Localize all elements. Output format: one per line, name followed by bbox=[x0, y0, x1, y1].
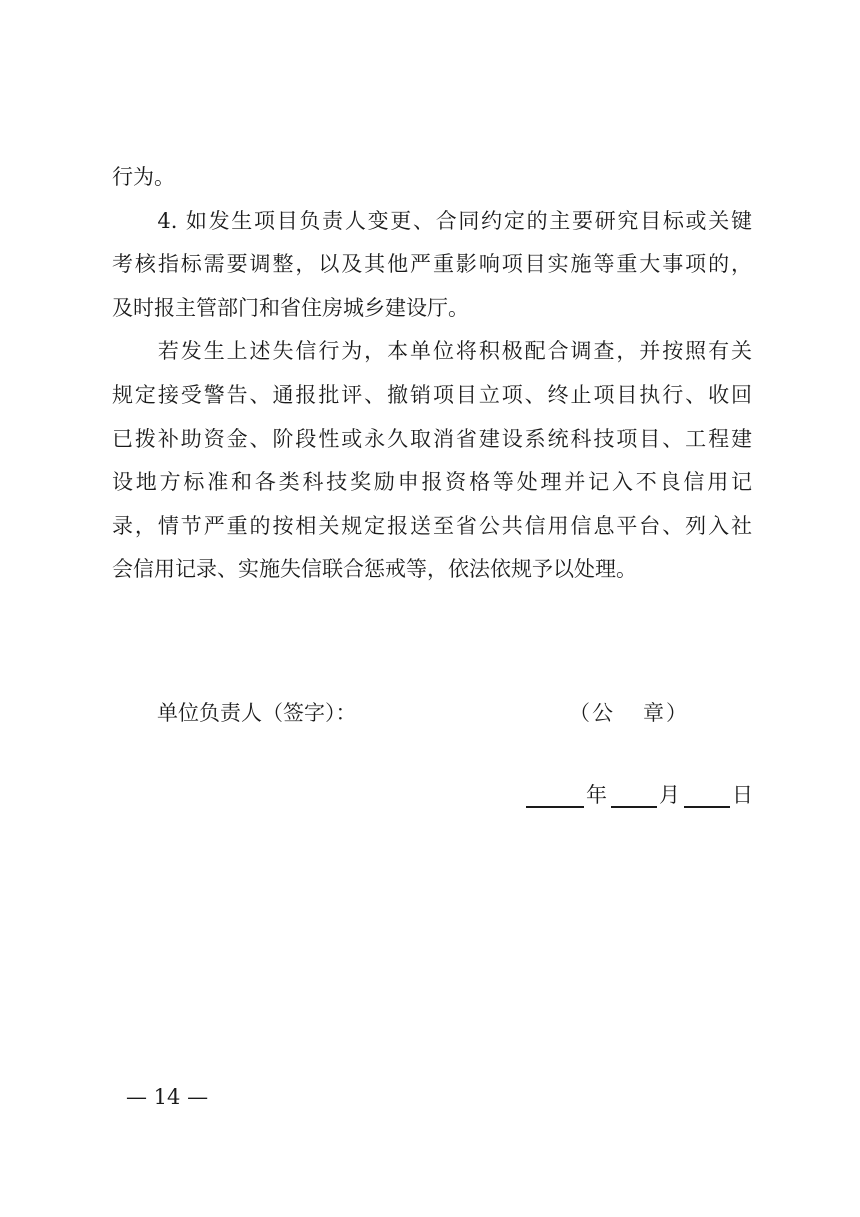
day-label: 日 bbox=[732, 783, 753, 807]
official-seal-label bbox=[569, 696, 689, 730]
text-line: 录，情节严重的按相关规定报送至省公共信用信息平台、列入社 bbox=[112, 513, 752, 538]
text-line: 规定接受警告、通报批评、撤销项目立项、终止项目执行、收回 bbox=[112, 382, 752, 407]
page-number: — 14 — bbox=[126, 1085, 209, 1109]
year-label: 年 bbox=[586, 783, 607, 807]
text-line: 考核指标需要调整，以及其他严重影响项目实施等重大事项的， bbox=[112, 252, 752, 277]
text-line: 行为。 bbox=[112, 165, 175, 189]
text-line: 设地方标准和各类科技奖励申报资格等处理并记入不良信用记 bbox=[112, 470, 752, 495]
text-line: 4. 如发生项目负责人变更、合同约定的主要研究目标或关键 bbox=[112, 208, 752, 233]
month-label: 月 bbox=[659, 783, 680, 807]
responsible-signature-label: 单位负责人（签字）： bbox=[157, 701, 357, 725]
seal-close-text: 章） bbox=[643, 701, 689, 725]
text-line: 若发生上述失信行为，本单位将积极配合调查，并按照有关 bbox=[112, 339, 752, 364]
year-blank bbox=[526, 780, 584, 808]
seal-open-text: （公 bbox=[569, 701, 615, 725]
text-line: 会信用记录、实施失信联合惩戒等，依法依规予以处理。 bbox=[112, 557, 637, 582]
text-line: 已拨补助资金、阶段性或永久取消省建设系统科技项目、工程建 bbox=[112, 426, 752, 451]
day-blank bbox=[684, 780, 730, 808]
body-text bbox=[112, 156, 752, 592]
text-line: 及时报主管部门和省住房城乡建设厅。 bbox=[112, 295, 469, 320]
signature-date bbox=[526, 778, 757, 812]
month-blank bbox=[611, 780, 657, 808]
